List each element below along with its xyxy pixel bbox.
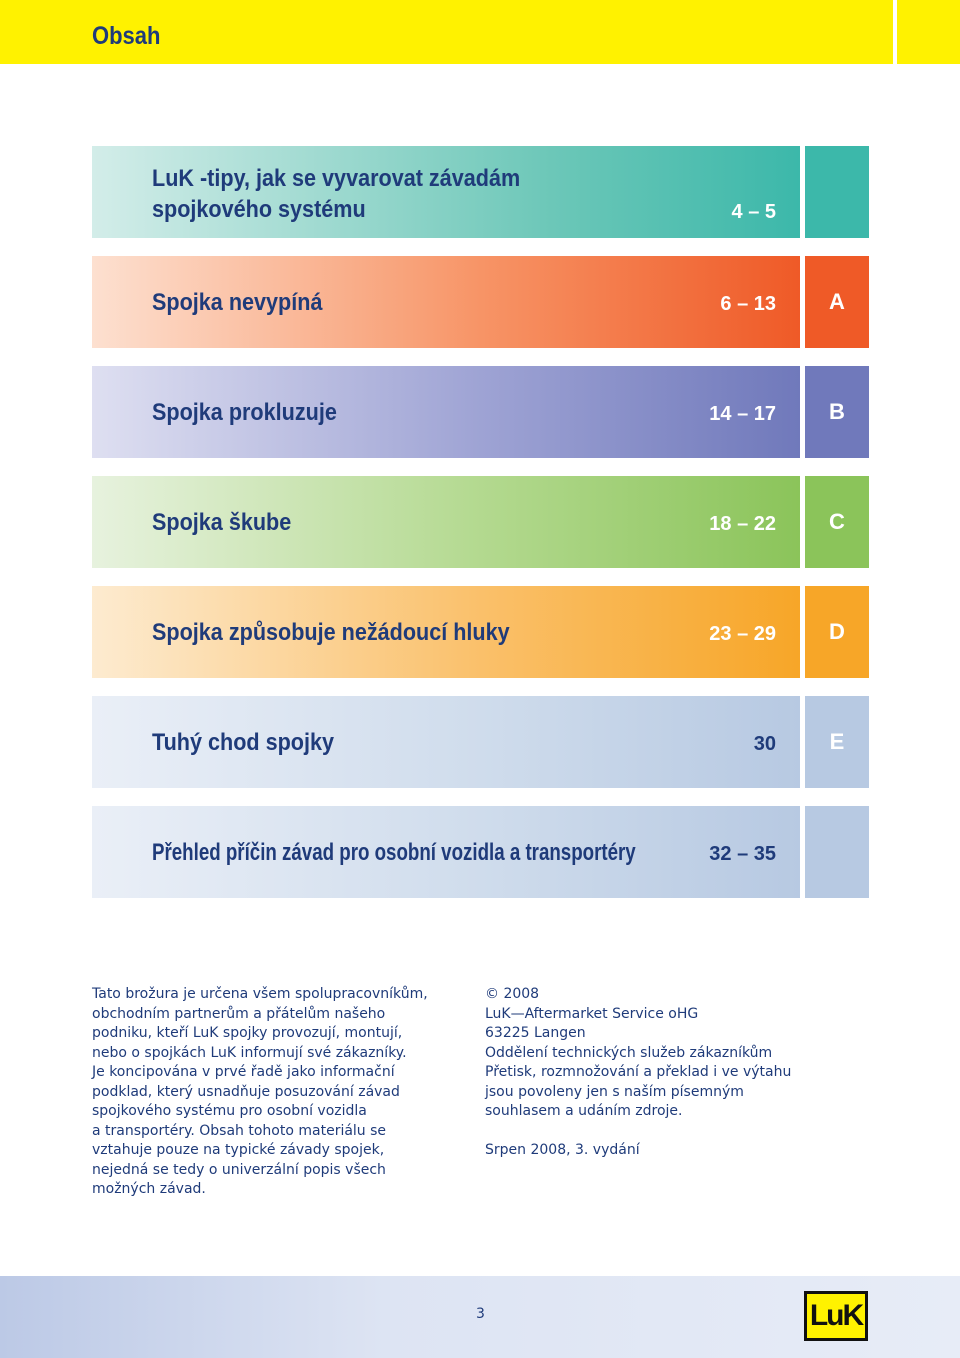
copyright: © 2008 [485,986,540,1002]
toc-row-clutch-judder[interactable] [92,476,800,568]
toc-tab-c[interactable]: C [805,476,869,568]
toc-tab-e[interactable]: E [805,696,869,788]
toc-row-title: Tuhý chod spojky [152,729,335,756]
toc-row-pages: 32 – 35 [709,843,776,865]
toc-row-luk-tips[interactable] [92,146,800,238]
toc-row-title: LuK -tipy, jak se vyvarovat závadám spojkového systému [152,165,521,223]
toc-tab-overview[interactable] [805,806,869,898]
toc-row-pages: 18 – 22 [709,513,776,535]
toc-row-title: Spojka nevypíná [152,289,323,316]
toc-row-pages: 6 – 13 [720,293,776,315]
page-title: Obsah [92,22,161,50]
top-header-tab [897,0,960,64]
toc-row-pages: 23 – 29 [709,623,776,645]
toc-row-title: Spojka způsobuje nežádoucí hluky [152,619,510,646]
toc-row-pages: 14 – 17 [709,403,776,425]
imprint: © 2008 LuK—Aftermarket Service oHG 63225 Langen Oddělení technických služeb zákazníkům Přetisk, rozmnožování a překlad i ve výtahu jsou povoleny jen s naším písemným souhlasem a udáním zdroje. Srpen 2008, 3. vydání [485,985,825,1161]
edition: Srpen 2008, 3. vydání [485,1142,640,1158]
toc-tab-luk-tips[interactable] [805,146,869,238]
luk-logo: LuK [804,1291,868,1341]
toc-row-clutch-not-disengaging[interactable] [92,256,800,348]
toc-tab-d[interactable]: D [805,586,869,678]
intro-text: Tato brožura je určena všem spolupracovníkům, obchodním partnerům a přátelům našeho podniku, kteří LuK spojky provozují, montují, nebo o spojkách LuK informují své zákazníky. Je koncipována v prvé řadě jako informační podklad, který usnadňuje posuzování závad spojkového systému pro osobní vozidla a transportéry. Obsah tohoto materiálu se vztahuje pouze na typické závady spojek, nejedná se tedy o univerzální popis všech možných závad. [92,986,428,1197]
toc-row-clutch-stiff[interactable] [92,696,800,788]
toc-row-title: Spojka prokluzuje [152,399,337,426]
toc-row-pages: 4 – 5 [731,201,776,223]
toc-row-clutch-slipping[interactable] [92,366,800,458]
department: Oddělení technických služeb zákazníkům [485,1044,773,1061]
page-number: 3 [476,1306,485,1322]
toc-row-title: Přehled příčin závad pro osobní vozidla a transportéry [152,839,636,866]
toc-row-fault-overview[interactable] [92,806,800,898]
company-name: LuK—Aftermarket Service oHG [485,1005,699,1022]
toc-row-clutch-noise[interactable] [92,586,800,678]
toc-tab-b[interactable]: B [805,366,869,458]
toc-row-title: Spojka škube [152,509,292,536]
toc-tab-a[interactable]: A [805,256,869,348]
company-city: 63225 Langen [485,1025,586,1041]
toc-row-pages: 30 [753,733,776,755]
